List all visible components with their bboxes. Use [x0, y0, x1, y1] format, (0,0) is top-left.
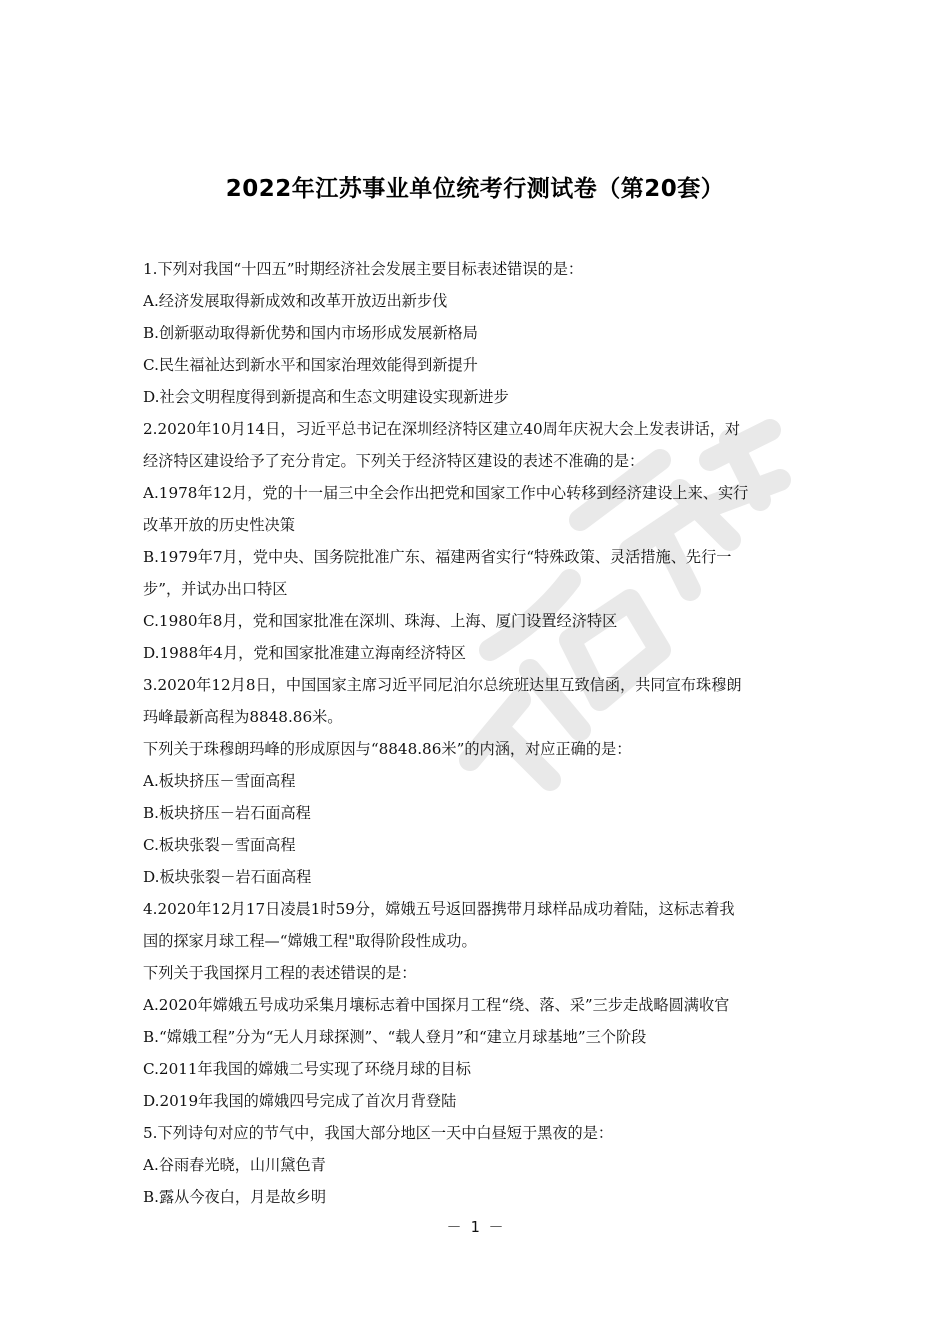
question-2-option-a-line-1: A.1978年12月，党的十一届三中全会作出把党和国家工作中心转移到经济建设上来、实行	[143, 484, 749, 502]
question-3-option-c: C.板块张裂－雪面高程	[143, 836, 296, 854]
question-1-option-c: C.民生福祉达到新水平和国家治理效能得到新提升	[143, 356, 478, 374]
page-title: 2022年江苏事业单位统考行测试卷（第20套）	[225, 176, 725, 202]
question-1-option-a: A.经济发展取得新成效和改革开放迈出新步伐	[143, 292, 448, 310]
question-4-option-d: D.2019年我国的嫦娥四号完成了首次月背登陆	[143, 1092, 457, 1110]
question-3-stem-line-1: 3.2020年12月8日，中国国家主席习近平同尼泊尔总统班达里互致信函，共同宣布珠穆朗	[143, 676, 742, 694]
question-5-option-b: B.露从今夜白，月是故乡明	[143, 1188, 327, 1206]
question-3-option-a: A.板块挤压－雪面高程	[143, 772, 296, 790]
question-2-stem-line-1: 2.2020年10月14日，习近平总书记在深圳经济特区建立40周年庆祝大会上发表讲话，对	[143, 420, 741, 438]
page-number: － 1 －	[446, 1218, 504, 1236]
question-3-stem-line-2: 玛峰最新高程为8848.86米。	[143, 708, 343, 726]
question-1-stem: 1.下列对我国“十四五”时期经济社会发展主要目标表述错误的是：	[143, 260, 584, 278]
question-5-stem: 5.下列诗句对应的节气中，我国大部分地区一天中白昼短于黑夜的是：	[143, 1124, 614, 1142]
question-3-option-b: B.板块挤压－岩石面高程	[143, 804, 311, 822]
question-2-stem-line-2: 经济特区建设给予了充分肯定。下列关于经济特区建设的表述不准确的是：	[143, 452, 645, 470]
question-4-option-b: B.“嫦娥工程”分为“无人月球探测”、“载人登月”和“建立月球基地”三个阶段	[143, 1028, 647, 1046]
question-1-option-b: B.创新驱动取得新优势和国内市场形成发展新格局	[143, 324, 478, 342]
question-4-stem-line-1: 4.2020年12月17日凌晨1时59分，嫦娥五号返回器携带月球样品成功着陆，这标志着我	[143, 900, 735, 918]
question-3-prompt: 下列关于珠穆朗玛峰的形成原因与“8848.86米”的内涵，对应正确的是：	[143, 740, 632, 758]
question-1-option-d: D.社会文明程度得到新提高和生态文明建设实现新进步	[143, 388, 509, 406]
question-2-option-a-line-2: 改革开放的历史性决策	[143, 516, 295, 534]
question-3-option-d: D.板块张裂－岩石面高程	[143, 868, 312, 886]
question-5-option-a: A.谷雨春光晓，山川黛色青	[143, 1156, 326, 1174]
question-4-option-c: C.2011年我国的嫦娥二号实现了环绕月球的目标	[143, 1060, 471, 1078]
question-4-option-a: A.2020年嫦娥五号成功采集月壤标志着中国探月工程“绕、落、采”三步走战略圆满收官	[143, 996, 730, 1014]
question-2-option-d: D.1988年4月，党和国家批准建立海南经济特区	[143, 644, 466, 662]
question-2-option-b-line-1: B.1979年7月，党中央、国务院批准广东、福建两省实行“特殊政策、灵活措施、先行一	[143, 548, 732, 566]
question-4-prompt: 下列关于我国探月工程的表述错误的是：	[143, 964, 417, 982]
question-2-option-c: C.1980年8月，党和国家批准在深圳、珠海、上海、厦门设置经济特区	[143, 612, 618, 630]
document-body	[143, 253, 811, 1213]
question-4-stem-line-2: 国的探家月球工程—“嫦娥工程"取得阶段性成功。	[143, 932, 477, 950]
question-2-option-b-line-2: 步”，并试办出口特区	[143, 580, 288, 598]
